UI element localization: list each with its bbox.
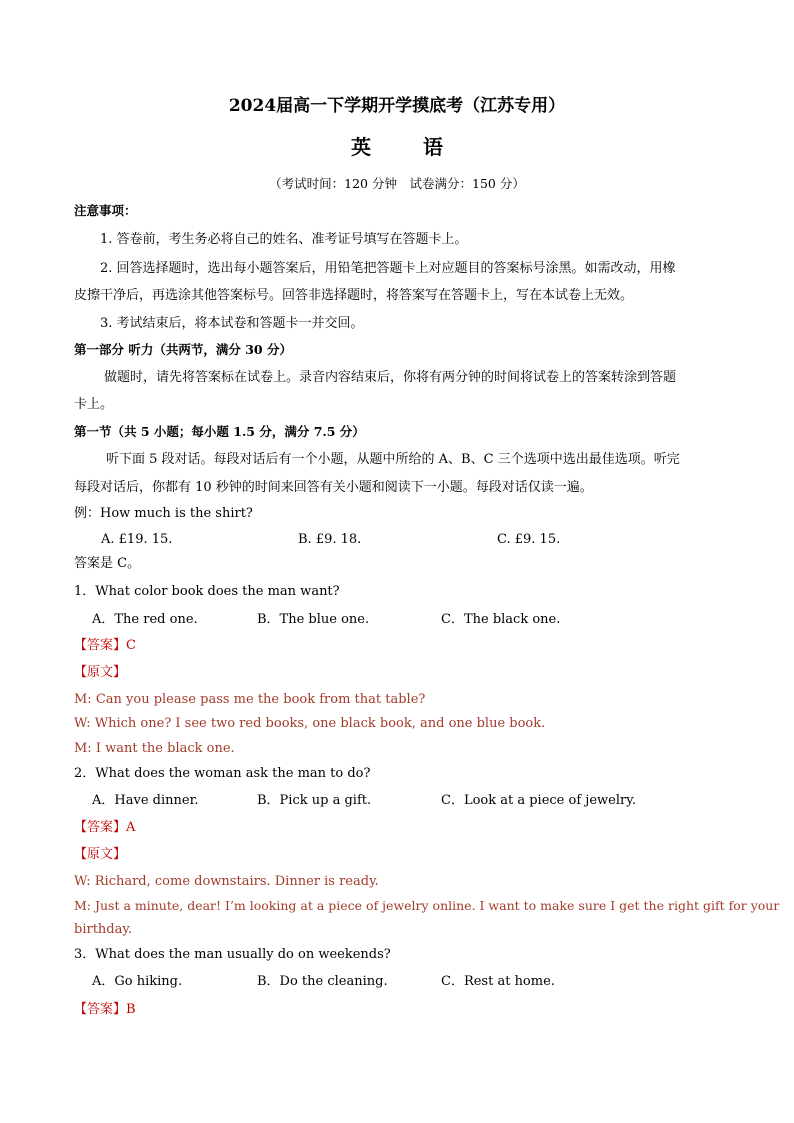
- example-option-a: A. £19. 15.: [101, 532, 173, 547]
- question-1-stem: 1．What color book does the man want?: [74, 584, 340, 599]
- question-2-transcript-label: 【原文】: [74, 847, 127, 862]
- exam-title: 2024届高一下学期开学摸底考（江苏专用）: [228, 96, 566, 116]
- example-option-b: B. £9. 18.: [298, 532, 362, 547]
- question-1-transcript-line: W: Which one? I see two red books, one black book, and one blue book.: [74, 716, 546, 731]
- question-1-option-c: C．The black one.: [441, 612, 561, 627]
- notes-item-2-line-1: 2. 回答选择题时，选出每小题答案后，用铅笔把答题卡上对应题目的答案标号涂黑。如需改动，用橡: [100, 261, 676, 276]
- question-1-transcript-label: 【原文】: [74, 665, 127, 680]
- notes-heading: 注意事项：: [74, 203, 137, 218]
- question-2-option-b: B．Pick up a gift.: [257, 793, 372, 808]
- section1-heading: 第一节（共 5 小题；每小题 1.5 分，满分 7.5 分）: [74, 424, 365, 439]
- section1-intro-line-2: 每段对话后，你都有 10 秒钟的时间来回答有关小题和阅读下一小题。每段对话仅读一遍。: [74, 480, 593, 495]
- question-3-option-b: B．Do the cleaning.: [257, 974, 388, 989]
- question-3-option-c: C．Rest at home.: [441, 974, 555, 989]
- part1-intro-line-2: 卡上。: [74, 397, 114, 412]
- example-answer: 答案是 C。: [74, 556, 141, 571]
- part1-intro-line-1: 做题时，请先将答案标在试卷上。录音内容结束后，你将有两分钟的时间将试卷上的答案转涂到答题: [104, 370, 677, 385]
- question-1-transcript-line: M: I want the black one.: [74, 741, 235, 756]
- question-2-transcript-line: birthday.: [74, 922, 133, 937]
- question-2-transcript-line: M: Just a minute, dear! I’m looking at a piece of jewelry online. I want to make sure I get the right gift for your: [74, 898, 780, 913]
- subject-title: [0, 135, 794, 159]
- question-1-answer: 【答案】C: [74, 638, 136, 653]
- notes-item-1: 1. 答卷前，考生务必将自己的姓名、准考证号填写在答题卡上。: [100, 232, 468, 247]
- exam-meta: （考试时间：120 分钟 试卷满分：150 分）: [269, 176, 525, 191]
- question-2-option-a: A．Have dinner.: [92, 793, 199, 808]
- subject-char-right: 语: [423, 135, 443, 159]
- question-3-option-a: A．Go hiking.: [92, 974, 183, 989]
- example-question: 例：How much is the shirt?: [74, 506, 253, 521]
- question-1-option-b: B．The blue one.: [257, 612, 370, 627]
- notes-item-3: 3. 考试结束后，将本试卷和答题卡一并交回。: [100, 316, 364, 331]
- question-2-answer: 【答案】A: [74, 820, 136, 835]
- section1-intro-line-1: 听下面 5 段对话。每段对话后有一个小题，从题中所给的 A、B、C 三个选项中选出最佳选项。听完: [106, 452, 680, 467]
- question-3-answer: 【答案】B: [74, 1002, 136, 1017]
- notes-item-2-line-2: 皮擦干净后，再选涂其他答案标号。回答非选择题时，将答案写在答题卡上，写在本试卷上无效。: [74, 288, 634, 303]
- subject-char-left: 英: [351, 135, 371, 159]
- question-2-option-c: C．Look at a piece of jewelry.: [441, 793, 636, 808]
- part1-heading: 第一部分 听力（共两节，满分 30 分）: [74, 342, 292, 357]
- question-2-transcript-line: W: Richard, come downstairs. Dinner is ready.: [74, 874, 379, 889]
- question-3-stem: 3．What does the man usually do on weekends?: [74, 947, 391, 962]
- question-2-stem: 2．What does the woman ask the man to do?: [74, 766, 371, 781]
- question-1-option-a: A．The red one.: [92, 612, 198, 627]
- example-option-c: C. £9. 15.: [497, 532, 561, 547]
- question-1-transcript-line: M: Can you please pass me the book from that table?: [74, 692, 426, 707]
